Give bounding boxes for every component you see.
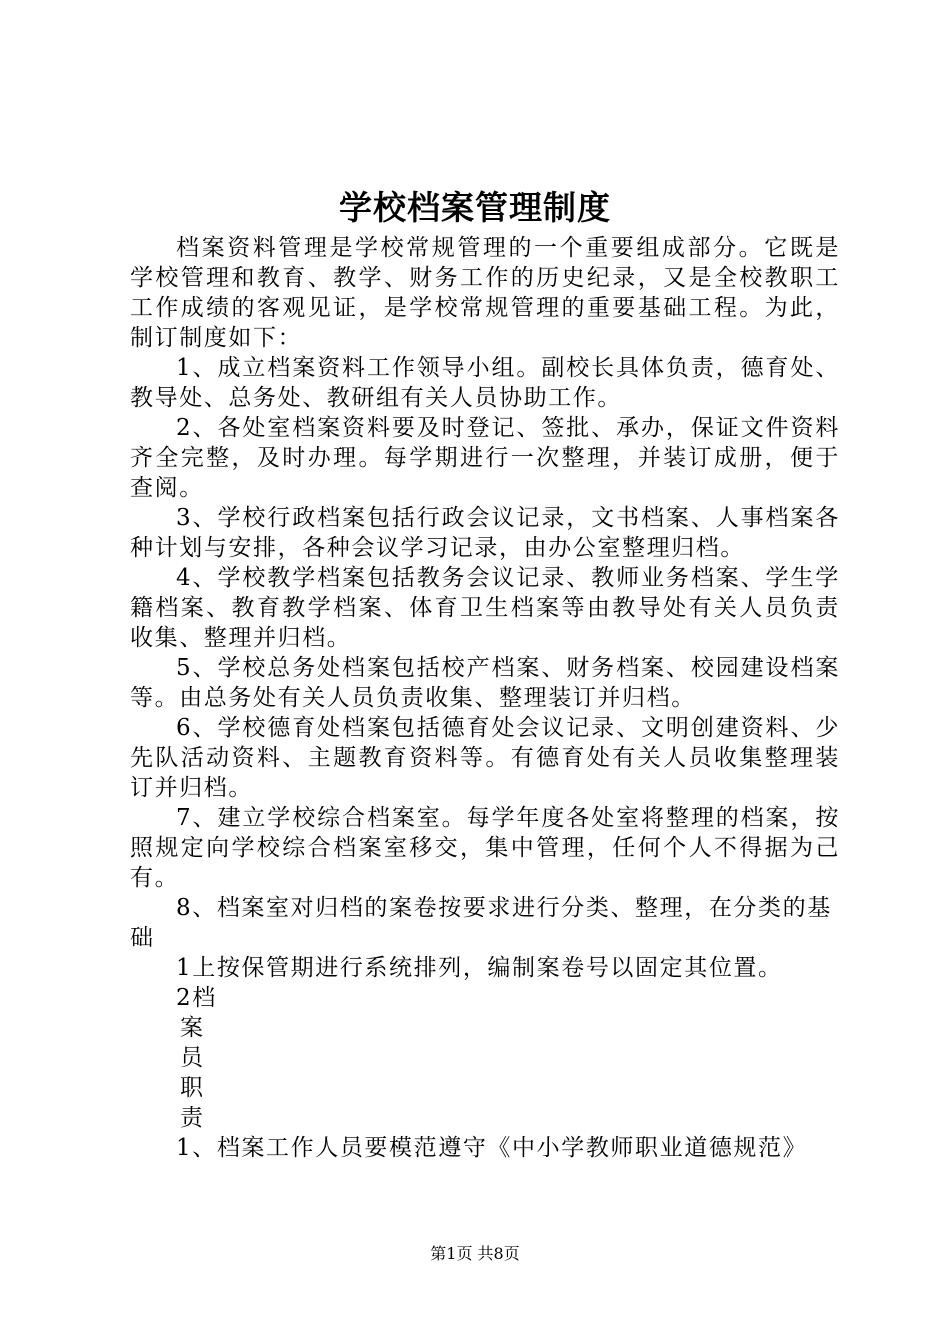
paragraph-intro: 档案资料管理是学校常规管理的一个重要组成部分。它既是学校管理和教育、教学、财务工作的历史纪录，又是全校教职工工作成绩的客观见证，是学校常规管理的重要基础工程。为此，制订制度如下： xyxy=(130,235,840,351)
vertical-char: 职 xyxy=(180,1075,205,1101)
paragraph-item-5: 5、学校总务处档案包括校产档案、财务档案、校园建设档案等。由总务处有关人员负责收集、整理装订并归档。 xyxy=(130,655,840,711)
document-title: 学校档案管理制度 xyxy=(339,188,611,227)
paragraph-item-8: 8、档案室对归档的案卷按要求进行分类、整理，在分类的基础 xyxy=(130,895,832,951)
vertical-char: 员 xyxy=(180,1045,205,1071)
paragraph-item-2: 2、各处室档案资料要及时登记、签批、承办，保证文件资料齐全完整，及时办理。每学期进行一次整理，并装订成册，便于查阅。 xyxy=(130,415,840,501)
paragraph-item-1: 1、成立档案资料工作领导小组。副校长具体负责，德育处、教导处、总务处、教研组有关人员协助工作。 xyxy=(130,355,840,411)
vertical-char: 责 xyxy=(180,1105,205,1131)
vertical-char: 案 xyxy=(180,1015,205,1041)
paragraph-item-3: 3、学校行政档案包括行政会议记录，文书档案、人事档案各种计划与安排，各种会议学习记录，由办公室整理归档。 xyxy=(130,505,840,561)
paragraph-sub-2: 2档 xyxy=(176,985,217,1011)
document-body xyxy=(130,233,840,1163)
paragraph-sub-1: 1上按保管期进行系统排列，编制案卷号以固定其位置。 xyxy=(176,955,783,981)
page-footer: 第1页 共8页 xyxy=(430,1244,520,1263)
paragraph-item-4: 4、学校教学档案包括教务会议记录、教师业务档案、学生学籍档案、教育教学档案、体育卫生档案等由教导处有关人员负责收集、整理并归档。 xyxy=(130,565,840,651)
paragraph-duty-1: 1、档案工作人员要模范遵守《中小学教师职业道德规范》 xyxy=(176,1135,808,1161)
paragraph-item-6: 6、学校德育处档案包括德育处会议记录、文明创建资料、少先队活动资料、主题教育资料等。有德育处有关人员收集整理装订并归档。 xyxy=(130,715,840,801)
paragraph-item-7: 7、建立学校综合档案室。每学年度各处室将整理的档案，按照规定向学校综合档案室移交，集中管理，任何个人不得据为己有。 xyxy=(130,805,840,891)
